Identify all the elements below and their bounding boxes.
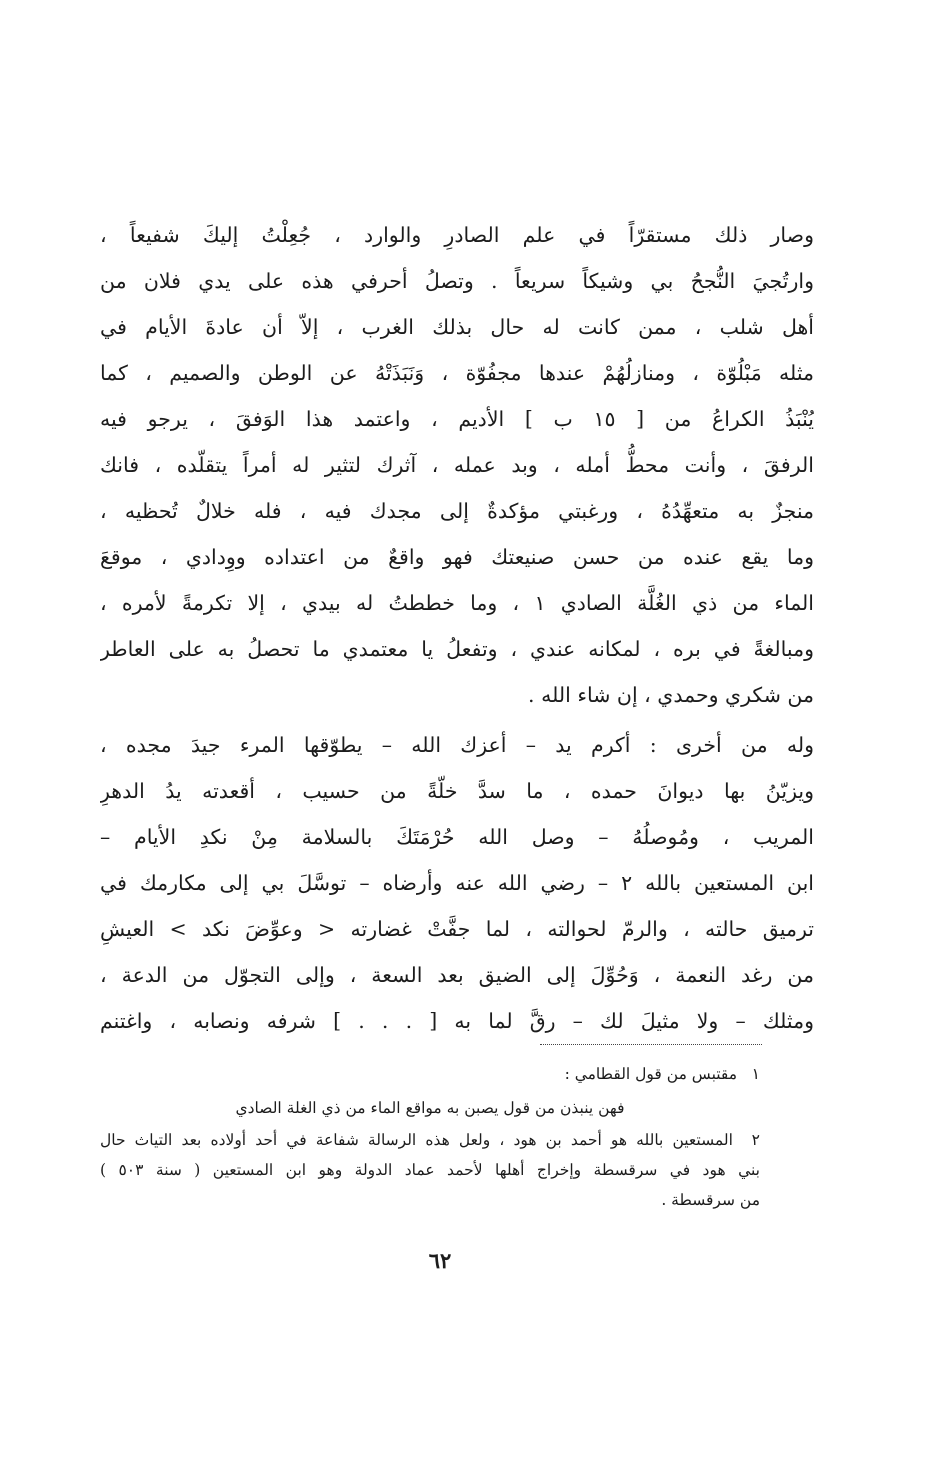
footnote-separator: [540, 1044, 762, 1045]
text-line: أهل شلب ، ممن كانت له حال بذلك الغرب ، إلاّ أن عادةَ الأيام في: [100, 315, 814, 339]
page-number: ٦٢: [428, 1248, 452, 1273]
text-line: الماء من ذي الغُلَّة الصادي ١ ، وما خططتُ له بيدي ، إلا تكرمةً لأمره ،: [100, 591, 814, 615]
text-line: مثله مَبْلُوّة ، ومنازلُهُمْ عندها مجفُوّة ، وَنَبَذَتْهُ عن الوطن والصميم ، كما: [100, 361, 814, 385]
footnote-1: [100, 1060, 760, 1088]
text-line: من شكري وحمدي ، إن شاء الله .: [528, 683, 814, 707]
text-line: وصار ذلك مستقرّاً في علم الصادرِ والوارد ، جُعِلْتُ إليكَ شفيعاً ،: [100, 223, 814, 247]
text-line: المريب ، ومُوصلُهُ – وصل الله حُرْمَتَكَ بالسلامة مِنْ نكدِ الأيام –: [100, 825, 814, 849]
text-line: ومثلك – ولا مثيلَ لك – رقَّ لما به [ . . . ] شرفه ونصابه ، واغتنم: [100, 1009, 814, 1033]
text-line: ومبالغةً في بره ، لمكانه عندي ، وتفعلُ يا معتمدي ما تحصلُ به على العاطر: [100, 637, 814, 661]
footnote-number: ١: [751, 1065, 760, 1083]
text-line: وارتُجيَ النُّجحُ بي وشيكاً سريعاً . وتصلُ أحرفي هذه على يدي فلان من: [100, 269, 814, 293]
text-line: منجزٌ به متعهِّدُهُ ، ورغبتي مؤكدةٌ إلى مجدك فيه ، فله خلالٌ تُحظيه ،: [100, 499, 814, 523]
text-line: وما يقع عنده من حسن صنيعتك فهو واقعٌ من اعتداده ووِدادي ، موقعَ: [100, 545, 814, 569]
footnote-2: [100, 1126, 760, 1154]
footnote-number: ٢: [751, 1131, 760, 1149]
text-line: وله من أخرى : أكرم يد – أعزك الله – يطوّقها المرء جيدَ مجده ،: [100, 733, 814, 757]
footnote-text: المستعين بالله هو أحمد بن هود ، ولعل هذه الرسالة شفاعة في أحد أولاده بعد التياث حال: [100, 1131, 733, 1149]
text-line: ويزيّنُ بها ديوانَ حمده ، ما سدَّ خلّةً من حسيب ، أقعدته يدُ الدهرِ: [100, 779, 814, 803]
body-paragraph-1: [100, 212, 814, 718]
text-line: من رغد النعمة ، وَحُوِّلَ إلى الضيق بعد السعة ، وإلى التجوّل من الدعة ،: [100, 963, 814, 987]
text-line: ابن المستعين بالله ٢ – رضي الله عنه وأرضاه – توسَّلَ بي إلى مكارمك في: [100, 871, 814, 895]
footnote-text: مقتبس من قول القطامي :: [564, 1065, 738, 1083]
footnote-2-line-3: من سرقسطة .: [661, 1191, 760, 1209]
footnote-2-line-2: بني هود في سرقسطة وإخراج أهلها لأحمد عماد الدولة وهو ابن المستعين ( سنة ٥٠٣ ): [100, 1161, 760, 1179]
text-line: الرفقَ ، وأنت محطُّ أمله ، وبد عمله ، آثرك لتثير له أمراً يتقلّده ، فانك: [100, 453, 814, 477]
body-paragraph-2: [100, 722, 814, 1044]
text-line: يُنْبَذُ الكراعُ من [ ١٥ ب ] الأديم ، واعتمد هذا الوَفقَ ، يرجو فيه: [100, 407, 814, 431]
footnote-1-verse: فهن ينبذن من قول يصبن به مواقع الماء من ذي الغلة الصادي: [235, 1099, 625, 1117]
text-line: ترميق حالته ، والرمّ لحوالته ، لما جفَّتْ غضارته < وعوِّضَ نكد > العيشِ: [100, 917, 814, 941]
